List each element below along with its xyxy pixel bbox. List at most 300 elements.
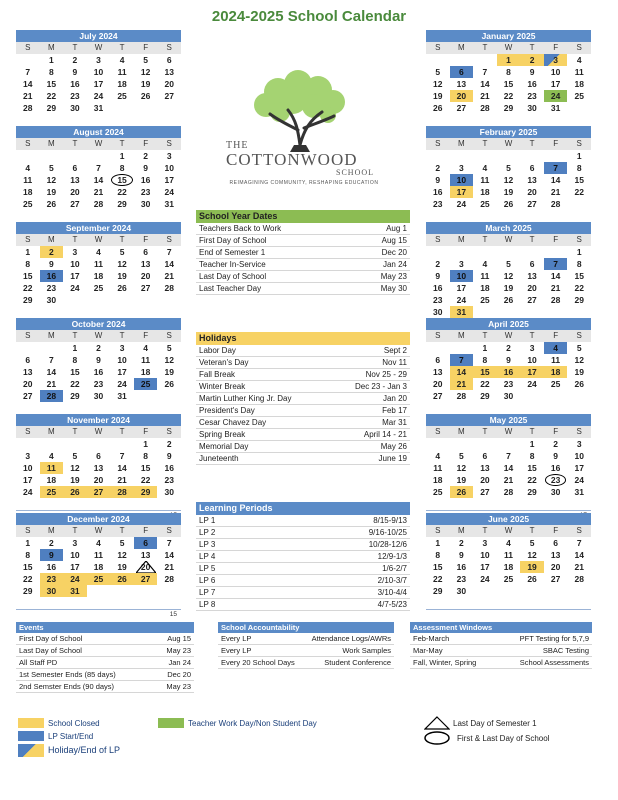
day-cell: 16 [527,79,537,89]
weekday-row [426,426,591,438]
empty-cell [110,114,134,126]
day-cell: 11 [141,355,151,365]
day-cell: 7 [576,538,582,548]
weekday-label: T [119,526,125,535]
day-cell: 24 [117,379,127,389]
row-value: Attendance Logs/AWRs [311,634,391,643]
empty-cell [567,114,591,126]
day-cell: 8 [576,259,582,269]
day-cell: 6 [96,451,101,461]
day-cell: 10 [164,163,174,173]
empty-cell [473,306,497,318]
row-label: End of Semester 1 [199,248,266,257]
weekday-label: M [48,526,55,535]
learning_periods-row [196,575,410,587]
weekday-label: T [72,43,78,52]
day-cell: 25 [480,295,490,305]
day-cell: 24 [164,187,174,197]
empty-cell [157,498,181,510]
day-cell: 28 [110,486,134,498]
row-label: Winter Break [199,382,246,391]
row-label: President's Day [199,406,255,415]
day-cell: 11 [433,463,443,473]
empty-cell [157,597,181,609]
events-row [16,657,194,669]
row-label: LP 6 [199,576,216,585]
holidays-row [196,453,410,465]
learning_periods-row [196,515,410,527]
row-label: Last Day of School [19,646,82,655]
day-cell: 2 [166,439,172,449]
month-header: April 2025 [426,318,591,330]
weekday-label: W [504,331,513,340]
day-cell: 25 [87,573,111,585]
day-cell: 17 [450,186,474,198]
day-cell: 12 [503,271,514,281]
day-cell: 4 [48,451,54,461]
day-cell: 12 [140,67,151,77]
weekday-label: F [143,43,149,52]
day-cell: 3 [458,259,464,269]
day-cell: 16 [46,562,57,572]
empty-cell [87,294,111,306]
day-cell: 29 [433,586,443,596]
day-cell: 28 [40,390,64,402]
weekday-label: W [504,235,513,244]
row-value: May 23 [166,646,191,655]
empty-cell [567,390,591,402]
day-cell: 22 [527,475,537,485]
day-cell: 21 [574,562,584,572]
weekday-label: S [25,427,31,436]
day-cell: 19 [46,187,57,197]
day-cell: 9 [48,259,54,269]
day-cell: 20 [70,187,80,197]
empty-cell [473,114,497,126]
row-value: Dec 23 - Jan 3 [354,382,407,391]
day-cell: 29 [117,199,127,209]
day-cell: 14 [46,367,57,377]
empty-cell [134,498,158,510]
day-cell: 5 [576,343,582,353]
empty-cell [40,597,64,609]
day-cell: 16 [93,367,104,377]
empty-cell [40,498,64,510]
day-cell: 31 [63,585,87,597]
day-cell: 17 [520,366,544,378]
row-value: 12/9-1/3 [377,552,407,561]
weekday-label: T [72,139,78,148]
day-cell: 6 [143,247,148,257]
day-cell: 17 [550,79,561,89]
weekday-label: T [72,427,78,436]
day-cell: 24 [93,91,104,101]
empty-cell [87,498,111,510]
logo-school: SCHOOL [336,168,375,177]
day-cell: 15 [23,562,33,572]
day-cell: 24 [456,295,467,305]
day-cell: 5 [435,67,441,77]
day-cell: 27 [527,295,537,305]
weekday-label: S [166,139,172,148]
row-label: Labor Day [199,346,236,355]
legend-swatch-work [158,718,184,728]
weekday-label: M [458,526,465,535]
day-cell: 8 [482,355,488,365]
empty-cell [16,597,40,609]
empty-cell [473,54,497,66]
empty-cell [63,294,87,306]
day-cell: 21 [93,187,104,197]
day-cell: 12 [70,463,80,473]
day-grid [16,537,181,609]
month-header: February 2025 [426,126,591,138]
weekday-label: M [48,331,55,340]
row-value: May 30 [380,284,407,293]
row-value: Nov 11 [382,358,407,367]
day-cell: 15 [433,562,443,572]
day-cell: 17 [480,562,490,572]
triangle-icon [136,561,156,573]
empty-cell [497,402,521,414]
weekday-label: S [576,43,582,52]
weekday-label: M [458,43,465,52]
day-cell: 23 [93,379,104,389]
day-cell: 2 [143,151,148,161]
day-cell: 12 [117,259,127,269]
day-cell: 26 [503,295,514,305]
row-value: May 23 [380,272,407,281]
day-cell: 2 [40,246,64,258]
empty-cell [87,150,111,162]
day-cell: 10 [550,67,561,77]
day-cell: 13 [70,175,80,185]
day-cell: 14 [450,366,474,378]
day-grid [16,342,181,414]
weekday-label: T [482,526,488,535]
day-cell: 7 [166,247,172,257]
day-cell: 1 [119,151,125,161]
day-cell: 29 [134,486,158,498]
weekday-label: T [72,235,78,244]
day-cell: 24 [574,475,584,485]
oval-icon [424,731,450,745]
empty-cell [87,114,111,126]
empty-cell [134,306,158,318]
empty-cell [157,306,181,318]
empty-cell [40,150,64,162]
day-cell: 2 [435,259,441,269]
empty-cell [110,294,134,306]
day-cell: 8 [576,163,582,173]
day-cell: 24 [527,379,537,389]
weekday-label: T [529,139,535,148]
assessment-row [410,657,592,669]
row-value: Aug 1 [386,224,407,233]
row-label: Fall Break [199,370,236,379]
day-cell: 13 [527,271,537,281]
day-cell: 31 [450,306,474,318]
row-label: Last Teacher Day [199,284,262,293]
day-cell: 7 [166,538,172,548]
legend-tri-label: Last Day of Semester 1 [453,719,537,728]
empty-cell [497,438,521,450]
day-cell: 22 [46,91,57,101]
weekday-label: S [166,235,172,244]
month-header: August 2024 [16,126,181,138]
month-january [426,30,591,136]
day-cell: 27 [456,103,467,113]
empty-cell [157,102,181,114]
day-cell: 18 [503,562,514,572]
day-cell: 15 [110,174,134,186]
row-value: June 19 [378,454,407,463]
day-cell: 10 [93,67,104,77]
empty-cell [40,210,64,222]
weekday-label: F [143,331,149,340]
row-label: LP 2 [199,528,216,537]
empty-cell [40,306,64,318]
row-value: Feb 17 [382,406,407,415]
day-cell: 30 [456,586,467,596]
day-cell: 19 [574,367,584,377]
empty-cell [63,498,87,510]
empty-cell [134,585,158,597]
empty-cell [16,306,40,318]
row-value: 3/10-4/4 [377,588,407,597]
weekday-label: S [435,139,441,148]
school_year_dates-row [196,247,410,259]
weekday-label: S [435,235,441,244]
day-cell: 9 [506,355,511,365]
month-header: October 2024 [16,318,181,330]
empty-cell [497,114,521,126]
day-cell: 15 [140,463,151,473]
day-cell: 14 [23,79,33,89]
weekday-label: F [553,139,559,148]
day-cell: 18 [480,283,490,293]
day-cell: 24 [23,487,33,497]
row-value: 4/7-5/23 [377,600,407,609]
month-october [16,318,181,424]
row-label: Veteran's Day [199,358,249,367]
legend-work-label: Teacher Work Day/Non Student Day [188,719,317,728]
empty-cell [426,54,450,66]
events-panel [16,622,194,693]
day-cell: 7 [544,258,568,270]
row-label: LP 8 [199,600,216,609]
month-june [426,513,591,619]
day-cell: 10 [70,259,80,269]
day-grid [426,438,591,510]
row-label: LP 4 [199,552,216,561]
weekday-label: W [504,43,513,52]
weekday-row [426,138,591,150]
empty-cell [567,198,591,210]
day-cell: 18 [93,271,104,281]
empty-cell [63,438,87,450]
weekday-label: S [166,427,172,436]
day-cell: 30 [40,585,64,597]
day-cell: 20 [527,187,537,197]
row-label: LP 5 [199,564,216,573]
weekday-label: T [72,526,78,535]
weekday-label: S [435,331,441,340]
weekday-label: F [553,235,559,244]
empty-cell [544,402,568,414]
row-value: Dec 20 [381,248,407,257]
empty-cell [450,114,474,126]
day-cell: 18 [140,367,151,377]
assessment-row [410,633,592,645]
day-cell: 6 [553,538,558,548]
day-cell: 9 [458,550,464,560]
month-september [16,222,181,328]
empty-cell [520,246,544,258]
day-cell: 24 [70,283,80,293]
row-label: Last Day of School [199,272,267,281]
empty-cell [110,306,134,318]
row-label: Every LP [221,646,252,655]
empty-cell [450,438,474,450]
day-cell: 1 [25,247,31,257]
row-value: Aug 15 [167,634,191,643]
day-cell: 12 [433,79,443,89]
empty-cell [63,597,87,609]
day-cell: 21 [480,91,490,101]
day-cell: 30 [70,103,80,113]
row-value: Student Conference [324,658,391,667]
empty-cell [157,585,181,597]
day-cell: 21 [550,283,561,293]
weekday-label: T [72,331,78,340]
empty-cell [520,498,544,510]
day-cell: 13 [550,550,561,560]
day-cell: 25 [433,487,443,497]
day-cell: 18 [93,562,104,572]
day-cell: 31 [117,391,127,401]
day-cell: 9 [143,163,148,173]
day-cell: 6 [435,355,441,365]
month-header: June 2025 [426,513,591,525]
day-cell: 28 [456,391,467,401]
weekday-label: T [482,331,488,340]
day-cell: 28 [550,199,561,209]
day-grid [426,150,591,222]
empty-cell [87,597,111,609]
logo-tagline: REIMAGINING COMMUNITY, RESHAPING EDUCATION [229,180,379,186]
page-title: 2024-2025 School Calendar [211,8,407,25]
day-cell: 31 [164,199,174,209]
weekday-label: W [94,43,103,52]
row-value: Jan 24 [168,658,191,667]
day-cell: 23 [46,283,57,293]
day-cell: 27 [140,283,151,293]
weekday-label: S [576,526,582,535]
events-row [16,669,194,681]
row-value: SBAC Testing [542,646,589,655]
day-cell: 21 [23,91,33,101]
row-value: Mar 31 [382,418,407,427]
triangle-icon [424,716,450,730]
day-cell: 8 [435,550,441,560]
day-cell: 7 [544,162,568,174]
empty-cell [473,498,497,510]
holidays-row [196,441,410,453]
day-cell: 29 [480,391,490,401]
day-cell: 28 [503,487,514,497]
weekday-label: S [25,526,31,535]
day-cell: 5 [166,343,172,353]
day-cell: 23 [164,475,174,485]
empty-cell [473,438,497,450]
weekday-label: S [435,427,441,436]
empty-cell [87,585,111,597]
weekday-label: T [119,139,125,148]
empty-cell [544,114,568,126]
empty-cell [87,210,111,222]
empty-cell [157,294,181,306]
row-value: 1/6-2/7 [382,564,407,573]
day-grid [426,54,591,126]
day-cell: 11 [23,175,33,185]
day-cell: 17 [456,283,467,293]
day-cell: 10 [23,463,33,473]
weekday-label: M [458,139,465,148]
day-cell: 20 [550,562,561,572]
day-cell: 13 [140,550,151,560]
day-cell: 26 [46,199,57,209]
day-cell: 2 [48,538,54,548]
empty-cell [16,402,40,414]
weekday-label: S [25,43,31,52]
empty-cell [497,210,521,222]
day-cell: 7 [96,163,101,173]
day-cell: 4 [96,247,101,257]
day-grid [16,438,181,510]
row-label: Feb-March [413,634,450,643]
day-cell: 8 [119,163,125,173]
day-cell: 19 [503,283,514,293]
day-cell: 20 [93,475,104,485]
weekday-label: W [94,526,103,535]
day-cell: 1 [25,538,31,548]
day-cell: 12 [527,550,537,560]
empty-cell [16,498,40,510]
weekday-label: W [94,331,103,340]
day-grid [426,342,591,414]
empty-cell [520,390,544,402]
day-cell: 10 [117,355,127,365]
day-cell: 5 [119,247,125,257]
day-cell: 17 [70,271,80,281]
weekday-row [426,234,591,246]
weekday-label: S [576,235,582,244]
day-cell: 15 [46,79,57,89]
day-cell: 15 [574,271,584,281]
day-cell: 3 [166,151,172,161]
empty-cell [157,402,181,414]
empty-cell [16,150,40,162]
weekday-label: W [94,139,103,148]
day-cell: 9 [72,67,78,77]
day-cell: 18 [117,79,127,89]
empty-cell [473,210,497,222]
day-cell: 4 [576,55,582,65]
school_year_dates-heading: School Year Dates [196,210,410,223]
day-cell: 11 [40,462,64,474]
day-cell: 2 [506,343,511,353]
